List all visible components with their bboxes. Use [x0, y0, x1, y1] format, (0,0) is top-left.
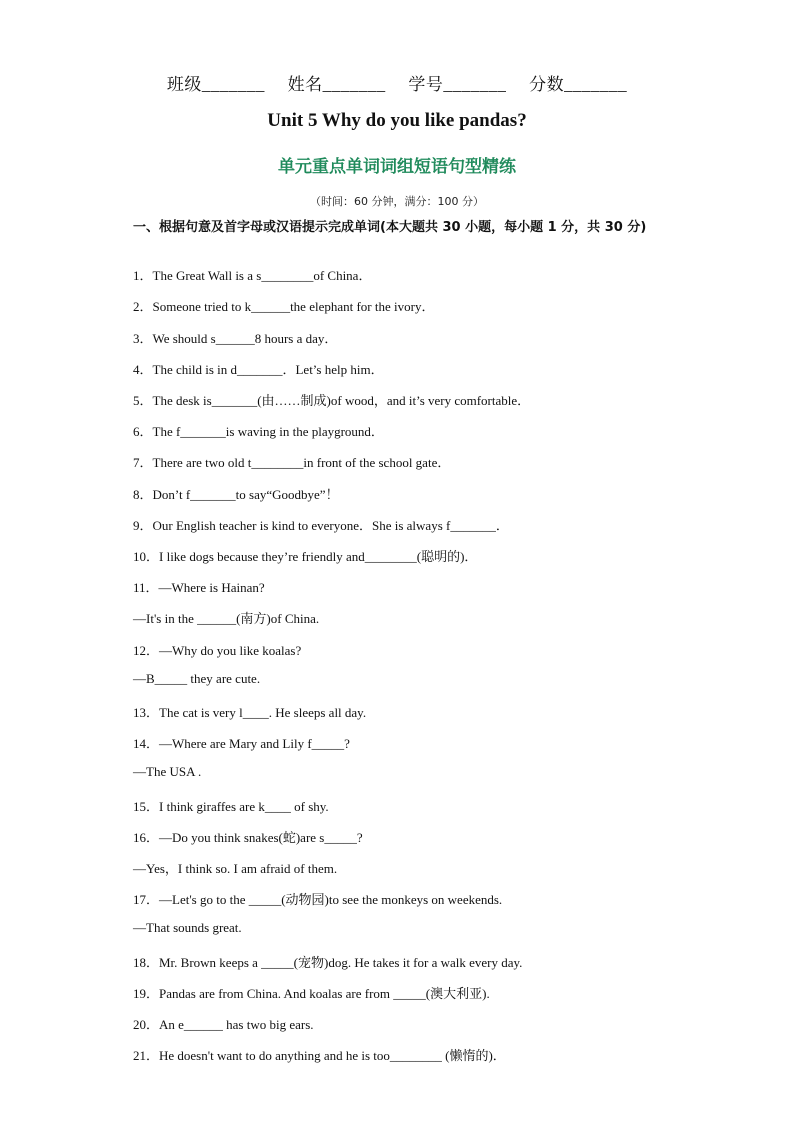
student-id-field: 学号_______	[408, 75, 507, 94]
question-line: 17．—Let's go to the _____(动物园)to see the monkeys on weekends.	[133, 892, 503, 907]
answer-line: —That sounds great.	[133, 920, 242, 935]
question-line: 14．—Where are Mary and Lily f_____?	[133, 736, 350, 751]
page-title: Unit 5 Why do you like pandas?	[267, 110, 527, 131]
answer-line: —It's in the ______(南方)of China.	[133, 611, 320, 626]
question-line: 12．—Why do you like koalas?	[133, 643, 302, 658]
question-line: 5．The desk is_______(由……制成)of wood，and it’s very comfortable．	[133, 393, 531, 408]
answer-line: —B_____ they are cute.	[133, 671, 261, 686]
question-line: 11．—Where is Hainan?	[133, 580, 265, 595]
question-line: 1．The Great Wall is a s________of China．	[133, 268, 372, 283]
question-line: 18．Mr. Brown keeps a _____(宠物)dog. He takes it for a walk every day.	[133, 955, 523, 970]
answer-line: —Yes，I think so. I am afraid of them.	[133, 861, 338, 876]
question-line: 7．There are two old t________in front of the school gate．	[133, 455, 451, 470]
section-heading: 一、根据句意及首字母或汉语提示完成单词(本大题共 30 小题，每小题 1 分，共 30 分)	[133, 220, 647, 235]
class-field: 班级_______	[166, 75, 265, 94]
question-line: 15．I think giraffes are k____ of shy.	[133, 799, 329, 814]
question-line: 19．Pandas are from China. And koalas are from _____(澳大利亚).	[133, 986, 490, 1001]
name-field: 姓名_______	[287, 75, 386, 94]
time-note: （时间：60 分钟，满分：100 分）	[310, 195, 484, 208]
student-info-line	[0, 70, 794, 95]
question-line: 2．Someone tried to k______the elephant for the ivory．	[133, 299, 435, 314]
question-line: 9．Our English teacher is kind to everyone．She is always f_______．	[133, 518, 509, 533]
question-line: 13．The cat is very l____. He sleeps all day.	[133, 705, 367, 720]
score-field: 分数_______	[529, 75, 628, 94]
question-line: 20．An e______ has two big ears.	[133, 1017, 314, 1032]
question-line: 16．—Do you think snakes(蛇)are s_____?	[133, 830, 363, 845]
answer-line: —The USA .	[133, 764, 202, 779]
question-line: 3．We should s______8 hours a day．	[133, 331, 338, 346]
page-subtitle: 单元重点单词词组短语句型精练	[278, 157, 516, 177]
question-line: 6．The f_______is waving in the playground．	[133, 424, 384, 439]
question-line: 8．Don’t f_______to say“Goodbye”！	[133, 487, 339, 502]
question-line: 21．He doesn't want to do anything and he is too________ (懒惰的)．	[133, 1048, 506, 1063]
question-line: 4．The child is in d_______．Let’s help him．	[133, 362, 384, 377]
question-line: 10．I like dogs because they’re friendly and________(聪明的)．	[133, 549, 478, 564]
